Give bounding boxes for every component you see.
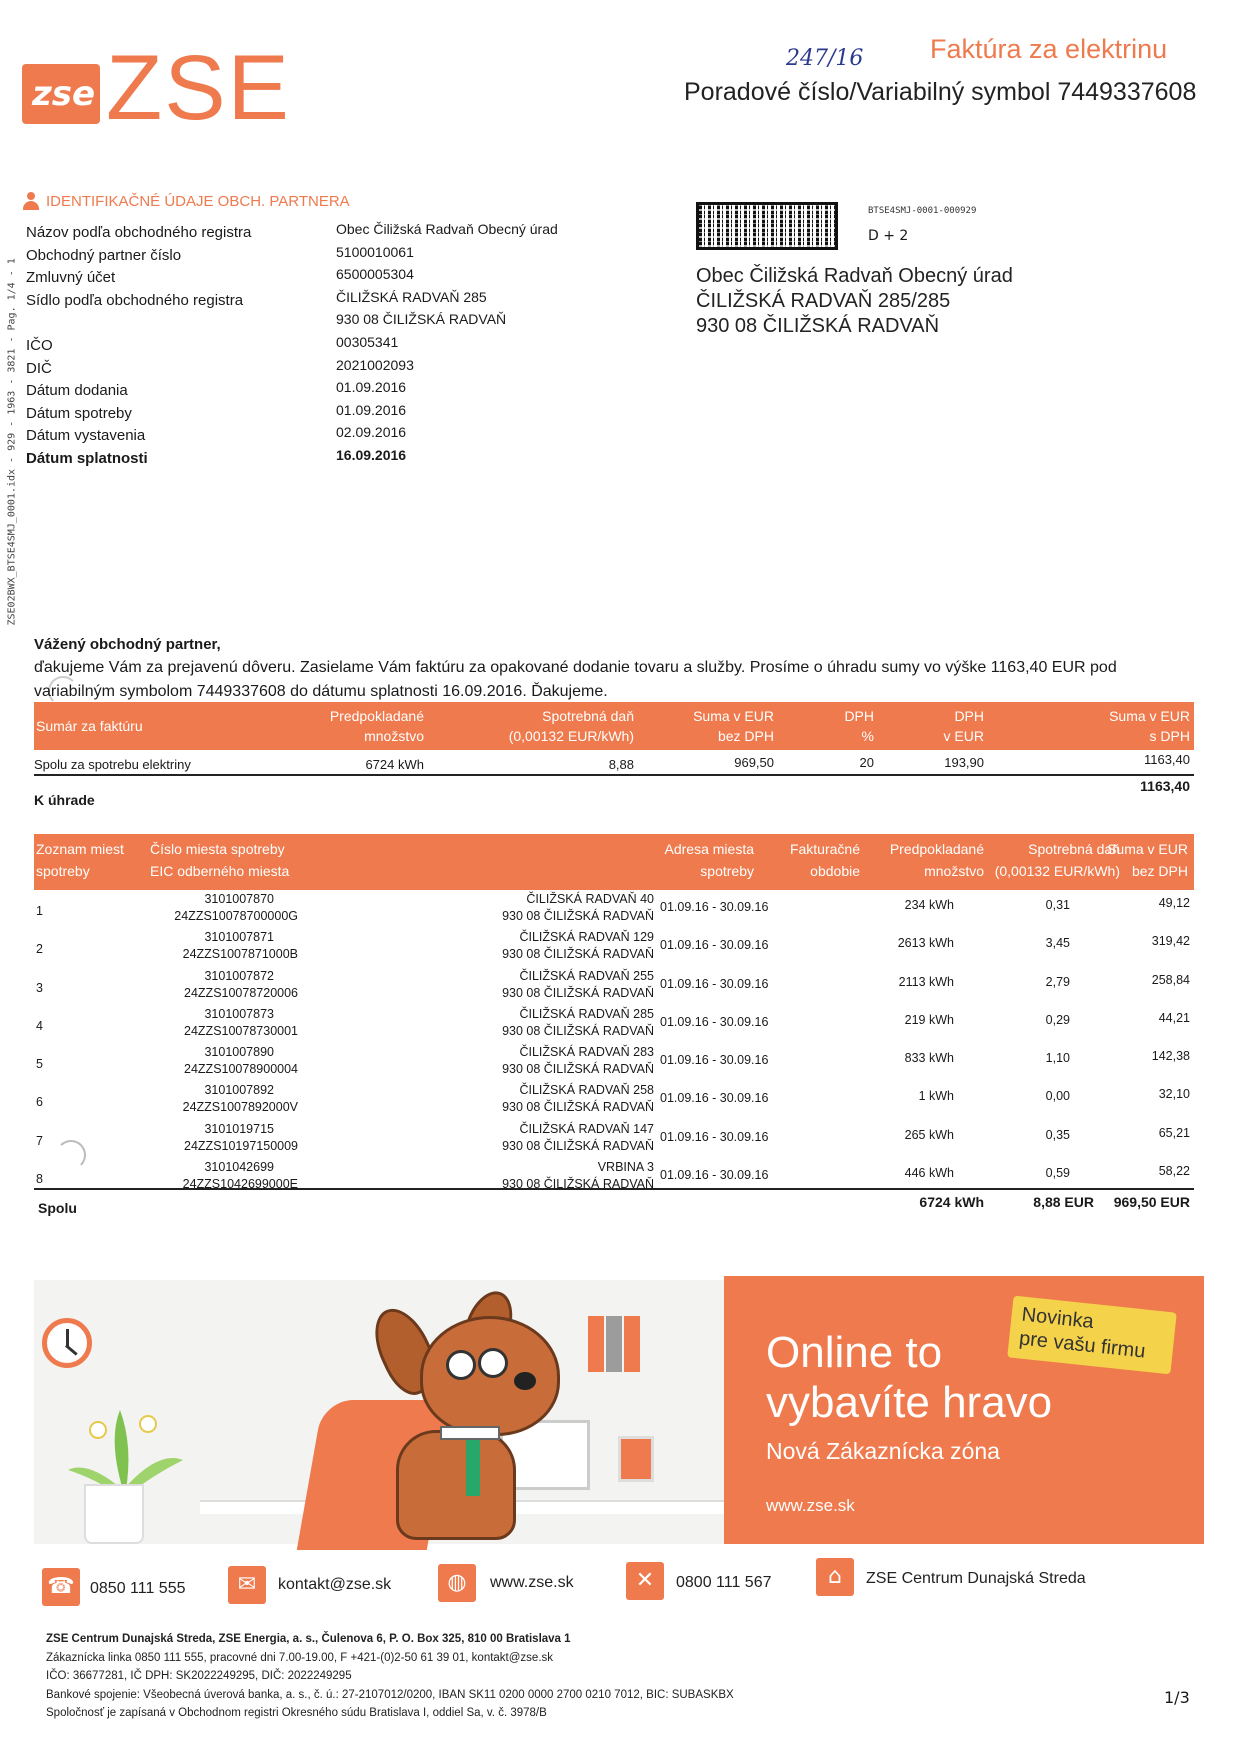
- dog-collar: [440, 1426, 500, 1440]
- total-due-value: 1163,40: [1140, 778, 1190, 794]
- dog-tie: [466, 1440, 480, 1496]
- label-dic: DIČ: [26, 359, 52, 377]
- label-contract-account: Zmluvný účet: [26, 269, 116, 287]
- delivery-mark: D + 2: [868, 228, 909, 244]
- binders: [588, 1316, 658, 1372]
- badge-line: pre vašu firmu: [1018, 1327, 1147, 1363]
- place-qty: 219 kWh: [904, 1012, 954, 1027]
- place-tax: 1,10: [1045, 1051, 1070, 1066]
- row-number: 6: [36, 1095, 43, 1110]
- place-address-street: ČILIŽSKÁ RADVAŇ 40: [526, 892, 654, 906]
- label-issue-date: Dátum vystavenia: [26, 427, 146, 445]
- summary-row-label: Spolu za spotrebu elektriny: [34, 757, 191, 772]
- place-address-city: 930 08 ČILIŽSKÁ RADVAŇ: [502, 1100, 654, 1115]
- label-delivery-date: Dátum dodania: [26, 382, 128, 400]
- footer-line: Spoločnosť je zapísaná v Obchodnom registri Okresného súdu Bratislava I, oddiel Sa, v. č. 3978/B: [46, 1707, 547, 1720]
- table-row: [34, 969, 1194, 1007]
- person-icon: [22, 192, 40, 210]
- places-col-tax: Spotrebná daň (0,00132 EUR/kWh): [994, 841, 1120, 879]
- place-tax: 2,79: [1045, 974, 1070, 989]
- place-qty: 2113 kWh: [898, 974, 954, 989]
- value-seat-city: 930 08 ČILIŽSKÁ RADVAŇ: [336, 311, 507, 328]
- places-col-id: Číslo miesta spotreby EIC odberného miesta: [150, 841, 290, 879]
- recipient-line: 930 08 ČILIŽSKÁ RADVAŇ: [696, 315, 940, 337]
- place-address-city: 930 08 ČILIŽSKÁ RADVAŇ: [502, 1023, 654, 1038]
- table-row: [34, 1007, 1194, 1045]
- summary-row-tax: 8,88: [608, 757, 634, 772]
- place-net: 65,21: [1158, 1125, 1190, 1140]
- globe-icon: ◍: [438, 1564, 476, 1602]
- partner-values: [336, 218, 558, 467]
- footer: [46, 1630, 1046, 1723]
- place-eic: 24ZZS1007871000B: [182, 947, 298, 962]
- places-col-address: Adresa miesta spotreby: [664, 841, 754, 879]
- place-address-street: ČILIŽSKÁ RADVAŇ 147: [519, 1121, 654, 1136]
- place-net: 49,12: [1158, 896, 1190, 910]
- recipient-line: ČILIŽSKÁ RADVAŇ 285/285: [696, 290, 951, 312]
- places-total-qty: 6724 kWh: [919, 1194, 984, 1210]
- place-eic: 24ZZS1042699000E: [182, 1177, 298, 1192]
- place-tax: 0,29: [1045, 1012, 1070, 1027]
- place-qty: 1 kWh: [918, 1089, 954, 1104]
- partner-heading-text: IDENTIFIKAČNÉ ÚDAJE OBCH. PARTNERA: [46, 192, 350, 210]
- place-id: 3101007872: [204, 968, 274, 983]
- dog-nose: [514, 1372, 536, 1390]
- place-net: 258,84: [1151, 972, 1190, 987]
- value-seat-street: ČILIŽSKÁ RADVAŇ 285: [336, 288, 487, 305]
- label-consumption-date: Dátum spotreby: [26, 404, 132, 422]
- table-row: [34, 1083, 1194, 1121]
- row-number: 2: [36, 942, 43, 957]
- place-period: 01.09.16 - 30.09.16: [660, 976, 769, 991]
- place-qty: 2613 kWh: [897, 936, 954, 951]
- place-id: 3101007890: [204, 1045, 274, 1060]
- contact-phone[interactable]: 0850 111 555: [90, 1580, 186, 1597]
- handwritten-note: 247/16: [786, 46, 864, 71]
- partner-labels: [26, 222, 251, 471]
- place-tax: 0,59: [1045, 1166, 1070, 1181]
- summary-col-gross: Suma v EUR s DPH: [1109, 708, 1190, 744]
- total-due-label: K úhrade: [34, 792, 95, 808]
- contact-web[interactable]: www.zse.sk: [490, 1574, 574, 1591]
- place-tax: 0,00: [1045, 1089, 1070, 1104]
- footer-line: Bankové spojenie: Všeobecná úverová banka, a. s., č. ú.: 27-2107012/0200, IBAN SK11 0200 0000 2700 0210 7012, BIC: SUBASKBX: [46, 1688, 734, 1701]
- clock-icon: [42, 1318, 92, 1368]
- picture-frame: [618, 1436, 654, 1482]
- place-address-city: 930 08 ČILIŽSKÁ RADVAŇ: [502, 1177, 654, 1192]
- intro-text: ďakujeme Vám za prejavenú dôveru. Zasielame Vám faktúru za opakované dodanie tovaru a služby. Prosíme o úhradu sumy vo výške 1163,40 EUR pod variabilným symbolom 7449337608 do dátumu splatnosti 16.09.2016. Ďakujeme.: [34, 659, 1117, 700]
- table-row: [34, 1122, 1194, 1160]
- banner-headline: [766, 1328, 1052, 1428]
- place-period: 01.09.16 - 30.09.16: [660, 1168, 769, 1183]
- places-col-list: Zoznam miest spotreby: [36, 841, 124, 879]
- place-net: 142,38: [1151, 1049, 1190, 1064]
- place-id: 3101042699: [204, 1160, 274, 1175]
- value-delivery-date: 01.09.2016: [336, 379, 407, 396]
- label-ico: IČO: [26, 336, 53, 354]
- page-number: 1/3: [1164, 1688, 1190, 1707]
- plant-pot: [84, 1484, 144, 1544]
- label-name: Názov podľa obchodného registra: [26, 224, 252, 241]
- place-address-city: 930 08 ČILIŽSKÁ RADVAŇ: [502, 1138, 654, 1153]
- place-eic: 24ZZS10078700000G: [174, 909, 298, 923]
- label-due-date: Dátum splatnosti: [26, 449, 148, 467]
- partner-heading: [22, 192, 350, 210]
- summary-row-gross: 1163,40: [1143, 752, 1190, 767]
- value-ico: 00305341: [336, 333, 399, 350]
- table-row: [34, 930, 1194, 968]
- value-name: Obec Čiližská Radvaň Obecný úrad: [336, 221, 558, 237]
- place-eic: 24ZZS10197150009: [184, 1138, 298, 1153]
- recipient-address: [696, 264, 1013, 339]
- place-qty: 234 kWh: [904, 898, 954, 912]
- recipient-line: Obec Čiližská Radvaň Obecný úrad: [696, 265, 1013, 287]
- place-address-street: ČILIŽSKÁ RADVAŇ 255: [519, 968, 654, 983]
- row-number: 1: [36, 904, 43, 918]
- document-title: Faktúra za elektrinu: [930, 34, 1168, 64]
- places-total-label: Spolu: [38, 1200, 77, 1216]
- value-consumption-date: 01.09.2016: [336, 401, 407, 418]
- place-id: 3101007892: [204, 1083, 274, 1098]
- place-address-street: ČILIŽSKÁ RADVAŇ 283: [519, 1045, 654, 1060]
- contact-center: ZSE Centrum Dunajská Streda: [866, 1570, 1086, 1587]
- badge-line: Novinka: [1020, 1303, 1095, 1334]
- mail-icon: ✉: [228, 1566, 266, 1604]
- place-address-street: ČILIŽSKÁ RADVAŇ 285: [519, 1006, 654, 1021]
- value-due-date: 16.09.2016: [336, 446, 407, 463]
- place-period: 01.09.16 - 30.09.16: [660, 1091, 769, 1106]
- place-qty: 446 kWh: [904, 1166, 954, 1181]
- summary-col-title: Sumár za faktúru: [36, 718, 143, 734]
- dog-eye: [446, 1350, 476, 1380]
- home-icon: ⌂: [816, 1558, 854, 1596]
- zse-logo: [22, 37, 292, 139]
- places-total-net: 969,50 EUR: [1113, 1194, 1190, 1210]
- place-eic: 24ZZS10078730001: [184, 1023, 298, 1038]
- summary-row-qty: 6724 kWh: [365, 757, 424, 772]
- place-net: 44,21: [1158, 1010, 1190, 1025]
- row-number: 3: [36, 980, 43, 995]
- label-partner-number: Obchodný partner číslo: [26, 246, 182, 264]
- banner-link[interactable]: www.zse.sk: [766, 1496, 855, 1515]
- place-period: 01.09.16 - 30.09.16: [660, 900, 769, 914]
- summary-col-qty: Predpokladané množstvo: [329, 708, 424, 744]
- place-period: 01.09.16 - 30.09.16: [660, 938, 769, 953]
- place-address-city: 930 08 ČILIŽSKÁ RADVAŇ: [502, 947, 654, 962]
- places-col-net: Suma v EUR bez DPH: [1107, 841, 1188, 879]
- row-number: 7: [36, 1133, 43, 1148]
- footer-line: Zákaznícka linka 0850 111 555, pracovné dni 7.00-19.00, F +421-(0)2-50 61 39 01, kontakt@zse.sk: [46, 1651, 554, 1664]
- place-period: 01.09.16 - 30.09.16: [660, 1129, 769, 1144]
- value-issue-date: 02.09.2016: [336, 424, 407, 441]
- banner-headline-line: Online to: [766, 1328, 943, 1377]
- places-total-tax: 8,88 EUR: [1033, 1194, 1094, 1210]
- summary-row: [34, 754, 1194, 776]
- tools-icon: ✕: [626, 1562, 664, 1600]
- place-id: 3101007870: [204, 892, 274, 906]
- place-id: 3101007871: [204, 930, 274, 945]
- places-col-qty: Predpokladané množstvo: [889, 841, 984, 879]
- place-address-city: 930 08 ČILIŽSKÁ RADVAŇ: [502, 1062, 654, 1077]
- variable-symbol: Poradové číslo/Variabilný symbol 7449337608: [684, 78, 1197, 106]
- table-row: [34, 1045, 1194, 1083]
- banner-subtitle: Nová Zákaznícka zóna: [766, 1438, 1000, 1464]
- place-qty: 833 kWh: [904, 1051, 954, 1066]
- places-col-period: Fakturačné obdobie: [789, 841, 860, 879]
- place-address-street: ČILIŽSKÁ RADVAŇ 129: [519, 930, 654, 945]
- place-address-street: ČILIŽSKÁ RADVAŇ 258: [519, 1083, 654, 1098]
- summary-col-vat: DPH v EUR: [943, 708, 984, 744]
- banner-headline-line: vybavíte hravo: [766, 1378, 1053, 1427]
- place-address-city: 930 08 ČILIŽSKÁ RADVAŇ: [502, 909, 654, 923]
- place-tax: 3,45: [1045, 936, 1070, 951]
- places-table-body: [34, 892, 1194, 1198]
- summary-col-tax: Spotrebná daň (0,00132 EUR/kWh): [508, 708, 634, 744]
- footer-line: ZSE Centrum Dunajská Streda, ZSE Energia, a. s., Čulenova 6, P. O. Box 325, 810 00 Bratislava 1: [46, 1633, 571, 1645]
- row-number: 4: [36, 1018, 43, 1033]
- side-print-code: ZSE02BWX_BTSE4SMJ_0001.idx - 929 - 1963 - 3821 - Pag. 1/4 - 1: [6, 258, 18, 626]
- place-tax: 0,31: [1045, 898, 1070, 912]
- zse-logo-mark: zse: [22, 64, 100, 124]
- total-due-row: [34, 778, 1194, 808]
- place-id: 3101007873: [204, 1006, 274, 1021]
- contact-hotline[interactable]: 0800 111 567: [676, 1574, 772, 1591]
- dog-body: [396, 1430, 516, 1540]
- footer-line: IČO: 36677281, IČ DPH: SK2022249295, DIČ: 2022249295: [46, 1670, 352, 1683]
- summary-col-vat-pct: DPH %: [844, 708, 874, 744]
- place-address-street: VRBINA 3: [597, 1160, 654, 1175]
- zse-logo-wordmark: ZSE: [106, 37, 291, 139]
- place-eic: 24ZZS1007892000V: [182, 1100, 298, 1115]
- place-address-city: 930 08 ČILIŽSKÁ RADVAŇ: [502, 985, 654, 1000]
- greeting: Vážený obchodný partner,: [34, 636, 221, 653]
- summary-table-header: [34, 702, 1194, 750]
- mailing-code: BTSE4SMJ-0001-000929: [868, 206, 977, 216]
- place-period: 01.09.16 - 30.09.16: [660, 1014, 769, 1029]
- summary-row-vat: 193,90: [944, 755, 984, 770]
- place-net: 319,42: [1151, 934, 1190, 949]
- value-contract-account: 6500005304: [336, 266, 414, 283]
- table-row: [34, 892, 1194, 930]
- places-table-header: [34, 834, 1194, 890]
- label-seat: Sídlo podľa obchodného registra: [26, 291, 244, 309]
- phone-icon: ☎: [42, 1568, 80, 1606]
- label-blank: [26, 312, 251, 335]
- datamatrix-code: [696, 202, 838, 250]
- summary-row-vat-pct: 20: [859, 755, 874, 770]
- places-total-row: [34, 1188, 1194, 1214]
- summary-row-net: 969,50: [734, 755, 774, 770]
- place-qty: 265 kWh: [904, 1127, 954, 1142]
- place-eic: 24ZZS10078900004: [184, 1062, 298, 1077]
- dog-eye: [478, 1348, 508, 1378]
- place-eic: 24ZZS10078720006: [184, 985, 298, 1000]
- place-period: 01.09.16 - 30.09.16: [660, 1053, 769, 1068]
- value-dic: 2021002093: [336, 356, 414, 373]
- row-number: 8: [36, 1172, 43, 1187]
- place-id: 3101019715: [204, 1121, 274, 1136]
- place-net: 58,22: [1158, 1164, 1190, 1179]
- place-net: 32,10: [1158, 1087, 1190, 1102]
- value-partner-number: 5100010061: [336, 243, 414, 260]
- contact-email[interactable]: kontakt@zse.sk: [278, 1576, 392, 1593]
- row-number: 5: [36, 1057, 43, 1072]
- summary-col-net: Suma v EUR bez DPH: [693, 708, 774, 744]
- place-tax: 0,35: [1045, 1127, 1070, 1142]
